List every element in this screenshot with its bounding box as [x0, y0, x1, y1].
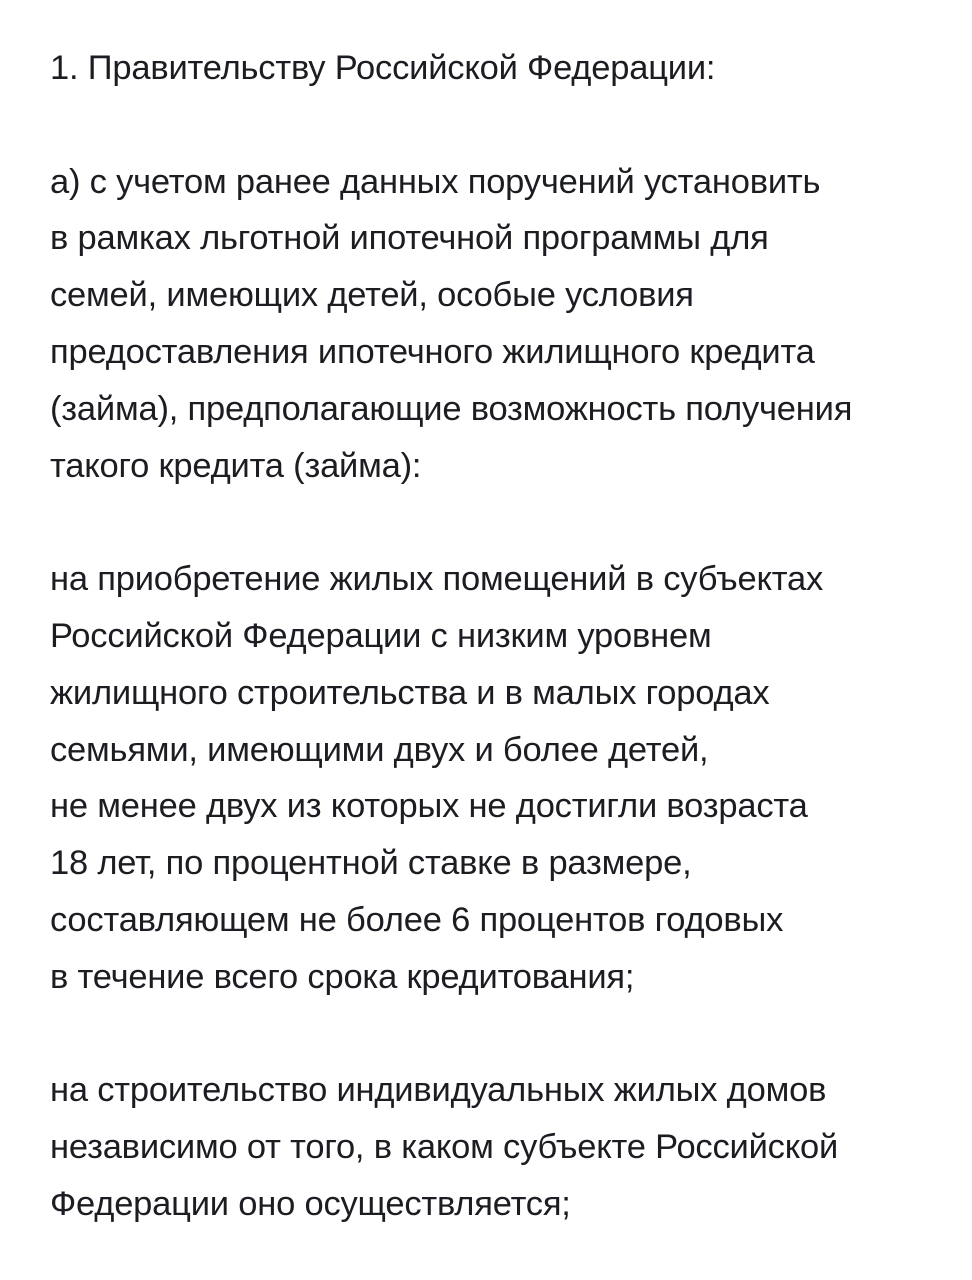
text-line: такого кредита (займа):: [50, 446, 422, 485]
text-line: 1. Правительству Российской Федерации:: [50, 49, 716, 87]
text-line: предоставления ипотечного жилищного кредита: [50, 332, 815, 371]
text-line: на строительство индивидуальных жилых домов: [50, 1071, 827, 1110]
paragraph-construction: [50, 1062, 950, 1232]
paragraph-gap: [50, 494, 950, 551]
paragraph-gap: [50, 1006, 950, 1063]
paragraph-purchase: [50, 551, 950, 1005]
document-body: [50, 40, 950, 1233]
text-line: Федерации оно осуществляется;: [50, 1184, 571, 1223]
paragraph-gap: [50, 97, 950, 154]
text-line: семьями, имеющими двух и более детей,: [50, 730, 709, 769]
text-line: Российской Федерации с низким уровнем: [50, 616, 712, 655]
text-line: а) с учетом ранее данных поручений установить: [50, 162, 821, 201]
text-line: жилищного строительства и в малых городах: [50, 673, 770, 712]
text-line: семей, имеющих детей, особые условия: [50, 276, 694, 315]
text-line: 18 лет, по процентной ставке в размере,: [50, 844, 692, 883]
text-line: составляющем не более 6 процентов годовых: [50, 900, 784, 939]
document-heading: [50, 40, 950, 97]
text-line: независимо от того, в каком субъекте Российской: [50, 1128, 839, 1167]
text-line: на приобретение жилых помещений в субъектах: [50, 560, 823, 599]
text-line: не менее двух из которых не достигли возраста: [50, 787, 808, 826]
text-line: в течение всего срока кредитования;: [50, 957, 635, 996]
text-line: в рамках льготной ипотечной программы для: [50, 219, 769, 258]
text-line: (займа), предполагающие возможность получения: [50, 389, 853, 428]
paragraph-a: [50, 154, 950, 495]
